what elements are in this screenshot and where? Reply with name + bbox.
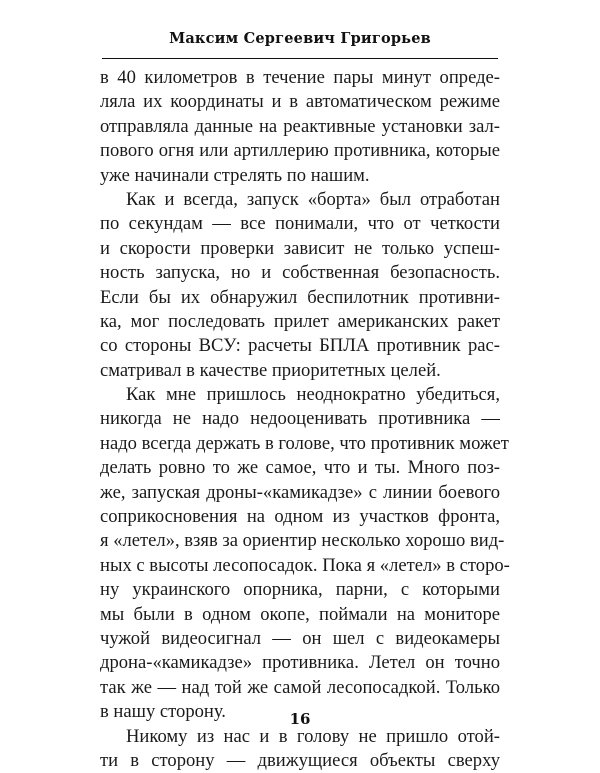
running-head-author: Максим Сергеевич Григорьев	[169, 30, 431, 47]
header-rule	[102, 58, 498, 59]
text-line: так же — над той же самой лесопосадкой. Только	[100, 676, 500, 698]
text-line: дрона-«камикадзе» противника. Летел он точно	[100, 652, 500, 674]
text-line: по секундам — все понимали, что от четкости	[100, 213, 500, 235]
text-line: ных с высоты лесопосадок. Пока я «летел» в сторо-	[100, 554, 510, 576]
text-line: ляла их координаты и в автоматическом режиме	[100, 91, 500, 113]
text-line: в 40 километров в течение пары минут опреде-	[100, 67, 500, 88]
paragraph-first-line: Никому из нас и в голову не пришло отой-	[126, 725, 500, 747]
text-line: чужой видеосигнал — он шел с видеокамеры	[100, 627, 500, 649]
text-line: Если бы их обнаружил беспилотник противни-	[100, 286, 500, 308]
text-line: ну украинского опорника, парни, с которыми	[100, 579, 500, 601]
text-line: соприкосновения на одном из участков фронта,	[100, 506, 500, 528]
text-line: со стороны ВСУ: расчеты БПЛА противник рас-	[100, 335, 500, 357]
text-line: мы были в одном окопе, поймали на мониторе	[100, 603, 500, 625]
text-line: ти в сторону — движущиеся объекты сверху	[100, 749, 500, 771]
text-line: отправляла данные на реактивные установки зал-	[100, 115, 500, 137]
body-text	[100, 66, 510, 773]
text-line: пового огня или артиллерию противника, которые	[100, 140, 500, 162]
text-line: надо всегда держать в голове, что противник может	[100, 432, 509, 454]
text-line: в нашу сторону.	[100, 701, 226, 723]
page-number: 16	[289, 710, 311, 728]
paragraph-first-line: Как мне пришлось неоднократно убедиться,	[126, 384, 500, 406]
text-line: сматривал в качестве приоритетных целей.	[100, 359, 441, 381]
text-line: никогда не надо недооценивать противника —	[100, 408, 500, 430]
text-line: же, запуская дроны-«камикадзе» с линии боевого	[100, 481, 500, 503]
text-line: и скорости проверки зависит не только успеш-	[100, 237, 500, 259]
paragraph-first-line: Как и всегда, запуск «борта» был отработан	[126, 188, 500, 210]
text-line: делать ровно то же самое, что и ты. Много поз-	[100, 457, 500, 479]
text-line: я «летел», взяв за ориентир несколько хорошо вид-	[100, 530, 505, 552]
text-line: ность запуска, но и собственная безопасность.	[100, 262, 500, 284]
text-line: уже начинали стрелять по нашим.	[100, 164, 370, 186]
text-line: ка, мог последовать прилет американских ракет	[100, 310, 500, 332]
